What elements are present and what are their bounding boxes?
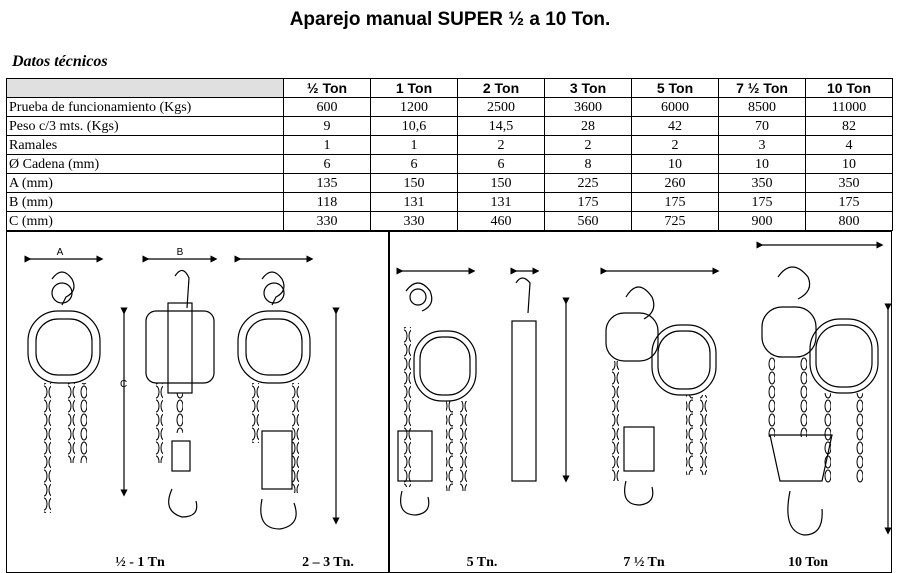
table-cell: 150 xyxy=(458,174,545,193)
table-cell: 2 xyxy=(458,136,545,155)
hoist-drawing-small-side xyxy=(146,259,214,517)
table-cell: 2500 xyxy=(458,98,545,117)
table-cell: 175 xyxy=(719,193,806,212)
table-cell: 3600 xyxy=(545,98,632,117)
table-cell: 350 xyxy=(719,174,806,193)
table-cell: 260 xyxy=(632,174,719,193)
table-cell: 330 xyxy=(284,212,371,231)
table-cell: 350 xyxy=(806,174,893,193)
row-label: Prueba de funcionamiento (Kgs) xyxy=(7,98,284,117)
row-label: Ø Cadena (mm) xyxy=(7,155,284,174)
table-cell: 2 xyxy=(632,136,719,155)
table-cell: 9 xyxy=(284,117,371,136)
table-cell: 800 xyxy=(806,212,893,231)
column-header: 10 Ton xyxy=(806,79,893,98)
table-cell: 330 xyxy=(371,212,458,231)
table-row xyxy=(7,193,893,212)
table-cell: 10 xyxy=(632,155,719,174)
table-cell: 11000 xyxy=(806,98,893,117)
table-cell: 8 xyxy=(545,155,632,174)
table-row xyxy=(7,212,893,231)
table-cell: 600 xyxy=(284,98,371,117)
table-cell: 175 xyxy=(806,193,893,212)
table-cell: 131 xyxy=(371,193,458,212)
table-row xyxy=(7,174,893,193)
row-label: B (mm) xyxy=(7,193,284,212)
row-label: C (mm) xyxy=(7,212,284,231)
dim-label-c: C xyxy=(120,379,128,390)
dim-label-a: A xyxy=(56,247,64,258)
table-cell: 1 xyxy=(284,136,371,155)
table-cell: 10,6 xyxy=(371,117,458,136)
table-cell: 135 xyxy=(284,174,371,193)
row-label: Peso c/3 mts. (Kgs) xyxy=(7,117,284,136)
table-row xyxy=(7,155,893,174)
row-label: Ramales xyxy=(7,136,284,155)
table-cell: 8500 xyxy=(719,98,806,117)
table-cell: 900 xyxy=(719,212,806,231)
table-cell: 1200 xyxy=(371,98,458,117)
caption-half-1-ton: ½ - 1 Tn xyxy=(115,555,165,570)
section-subtitle: Datos técnicos xyxy=(12,53,108,70)
specs-table xyxy=(6,78,893,231)
hoist-drawing-10t xyxy=(760,245,888,535)
hoist-drawing-7-5t xyxy=(604,271,716,505)
page-title: Aparejo manual SUPER ½ a 10 Ton. xyxy=(289,9,611,30)
table-cell: 175 xyxy=(632,193,719,212)
table-cell: 28 xyxy=(545,117,632,136)
hoist-drawings xyxy=(0,231,900,573)
table-header-row xyxy=(7,79,893,98)
table-cell: 70 xyxy=(719,117,806,136)
caption-10-ton: 10 Ton xyxy=(787,555,829,570)
column-header: 7 ½ Ton xyxy=(719,79,806,98)
table-cell: 6 xyxy=(371,155,458,174)
hoist-diagrams xyxy=(0,231,900,573)
hoist-drawing-medium xyxy=(238,259,336,529)
table-cell: 175 xyxy=(545,193,632,212)
table-corner-cell xyxy=(7,79,284,98)
column-header: ½ Ton xyxy=(284,79,371,98)
table-cell: 10 xyxy=(719,155,806,174)
table-cell: 14,5 xyxy=(458,117,545,136)
table-cell: 6000 xyxy=(632,98,719,117)
table-cell: 10 xyxy=(806,155,893,174)
dim-label-b: B xyxy=(176,247,184,258)
table-cell: 4 xyxy=(806,136,893,155)
caption-5-ton: 5 Tn. xyxy=(466,555,498,570)
column-header: 5 Ton xyxy=(632,79,719,98)
hoist-drawing-5t xyxy=(398,271,566,515)
table-cell: 2 xyxy=(545,136,632,155)
table-row xyxy=(7,136,893,155)
column-header: 1 Ton xyxy=(371,79,458,98)
table-cell: 82 xyxy=(806,117,893,136)
caption-2-3-ton: 2 – 3 Tn. xyxy=(302,555,354,570)
table-cell: 131 xyxy=(458,193,545,212)
table-cell: 118 xyxy=(284,193,371,212)
table-cell: 150 xyxy=(371,174,458,193)
caption-7-5-ton: 7 ½ Tn xyxy=(623,555,665,570)
table-cell: 225 xyxy=(545,174,632,193)
table-row xyxy=(7,98,893,117)
table-cell: 560 xyxy=(545,212,632,231)
column-header: 3 Ton xyxy=(545,79,632,98)
table-cell: 725 xyxy=(632,212,719,231)
row-label: A (mm) xyxy=(7,174,284,193)
table-cell: 6 xyxy=(458,155,545,174)
table-row xyxy=(7,117,893,136)
table-cell: 460 xyxy=(458,212,545,231)
table-cell: 42 xyxy=(632,117,719,136)
hoist-drawing-small-front xyxy=(28,259,124,513)
table-cell: 3 xyxy=(719,136,806,155)
table-cell: 6 xyxy=(284,155,371,174)
column-header: 2 Ton xyxy=(458,79,545,98)
table-cell: 1 xyxy=(371,136,458,155)
